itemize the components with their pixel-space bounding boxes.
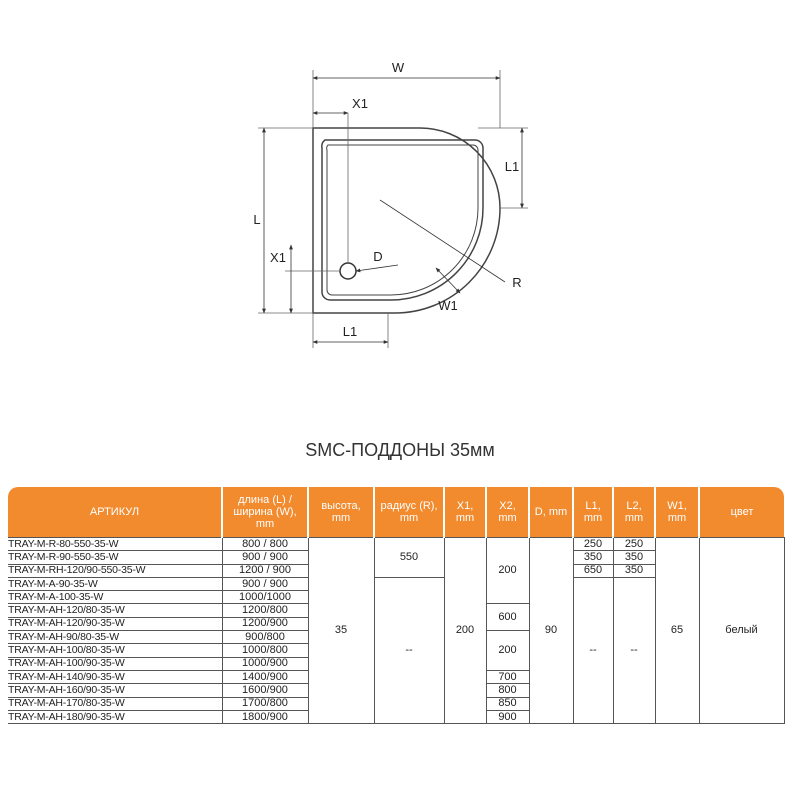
header-radius: радиус (R), mm: [374, 487, 444, 538]
height-cell: 35: [308, 538, 374, 724]
article-cell: TRAY-M-AH-90/80-35-W: [8, 631, 222, 644]
size-cell: 1000/800: [222, 644, 308, 657]
x2-cell: 800: [486, 684, 529, 697]
l1-cell: --: [573, 577, 613, 723]
dim-l1-bottom-label: L1: [342, 324, 358, 339]
x2-cell: 600: [486, 604, 529, 631]
l1-cell: 350: [573, 551, 613, 564]
tray-inner-outline-2: [327, 145, 478, 295]
size-cell: 1200/800: [222, 604, 308, 617]
article-cell: TRAY-M-A-100-35-W: [8, 591, 222, 604]
x2-cell: 850: [486, 697, 529, 710]
size-cell: 900 / 900: [222, 551, 308, 564]
size-cell: 1800/900: [222, 710, 308, 723]
dim-x1-left-label: X1: [270, 250, 286, 265]
drain-circle: [340, 263, 356, 279]
article-cell: TRAY-M-AH-170/80-35-W: [8, 697, 222, 710]
l2-cell: --: [613, 577, 655, 723]
radius-cell: --: [374, 577, 444, 723]
size-cell: 1200/900: [222, 617, 308, 630]
header-height: высота, mm: [308, 487, 374, 538]
dim-r-line: [380, 200, 505, 282]
dim-w1-label: W1: [438, 298, 458, 313]
header-color: цвет: [699, 487, 784, 538]
size-cell: 1200 / 900: [222, 564, 308, 577]
l1-cell: 650: [573, 564, 613, 577]
table-header-row: [8, 487, 784, 538]
header-length: длина (L) / ширина (W), mm: [222, 487, 308, 538]
size-cell: 900 / 900: [222, 577, 308, 590]
l2-cell: 350: [613, 564, 655, 577]
size-cell: 800 / 800: [222, 538, 308, 551]
x2-cell: 200: [486, 538, 529, 604]
size-cell: 1600/900: [222, 684, 308, 697]
article-cell: TRAY-M-AH-140/90-35-W: [8, 670, 222, 683]
dim-l-label: L: [253, 212, 261, 227]
article-cell: TRAY-M-AH-100/80-35-W: [8, 644, 222, 657]
header-w1: W1, mm: [655, 487, 699, 538]
dim-x1-top-label: X1: [352, 96, 368, 111]
spec-table: [8, 487, 785, 724]
dim-w-label: W: [391, 60, 405, 75]
size-cell: 1400/900: [222, 670, 308, 683]
article-cell: TRAY-M-AH-120/90-35-W: [8, 617, 222, 630]
x1-cell: 200: [444, 538, 486, 724]
article-cell: TRAY-M-RH-120/90-550-35-W: [8, 564, 222, 577]
radius-cell: 550: [374, 538, 444, 578]
dim-d-line: [356, 265, 398, 271]
article-cell: TRAY-M-R-80-550-35-W: [8, 538, 222, 551]
article-cell: TRAY-M-R-90-550-35-W: [8, 551, 222, 564]
dim-r-label: R: [512, 275, 522, 290]
dim-d-label: D: [373, 249, 383, 264]
x2-cell: 200: [486, 631, 529, 671]
header-l2: L2, mm: [613, 487, 655, 538]
size-cell: 1700/800: [222, 697, 308, 710]
size-cell: 900/800: [222, 631, 308, 644]
dim-l1-right-label: L1: [504, 159, 520, 174]
table-row: [8, 538, 784, 551]
x2-cell: 900: [486, 710, 529, 723]
header-article: АРТИКУЛ: [8, 487, 222, 538]
l2-cell: 250: [613, 538, 655, 551]
size-cell: 1000/1000: [222, 591, 308, 604]
tray-outline: [313, 128, 500, 313]
x2-cell: 700: [486, 670, 529, 683]
header-x2: X2, mm: [486, 487, 529, 538]
w1-cell: 65: [655, 538, 699, 724]
article-cell: TRAY-M-AH-120/80-35-W: [8, 604, 222, 617]
article-cell: TRAY-M-AH-180/90-35-W: [8, 710, 222, 723]
article-cell: TRAY-M-AH-160/90-35-W: [8, 684, 222, 697]
header-l1: L1, mm: [573, 487, 613, 538]
header-d: D, mm: [529, 487, 573, 538]
color-cell: белый: [699, 538, 784, 724]
article-cell: TRAY-M-AH-100/90-35-W: [8, 657, 222, 670]
tray-inner-outline: [322, 140, 483, 300]
page-title: SMC-ПОДДОНЫ 35мм: [305, 440, 495, 460]
article-cell: TRAY-M-A-90-35-W: [8, 577, 222, 590]
header-x1: X1, mm: [444, 487, 486, 538]
l2-cell: 350: [613, 551, 655, 564]
size-cell: 1000/900: [222, 657, 308, 670]
d-cell: 90: [529, 538, 573, 724]
l1-cell: 250: [573, 538, 613, 551]
